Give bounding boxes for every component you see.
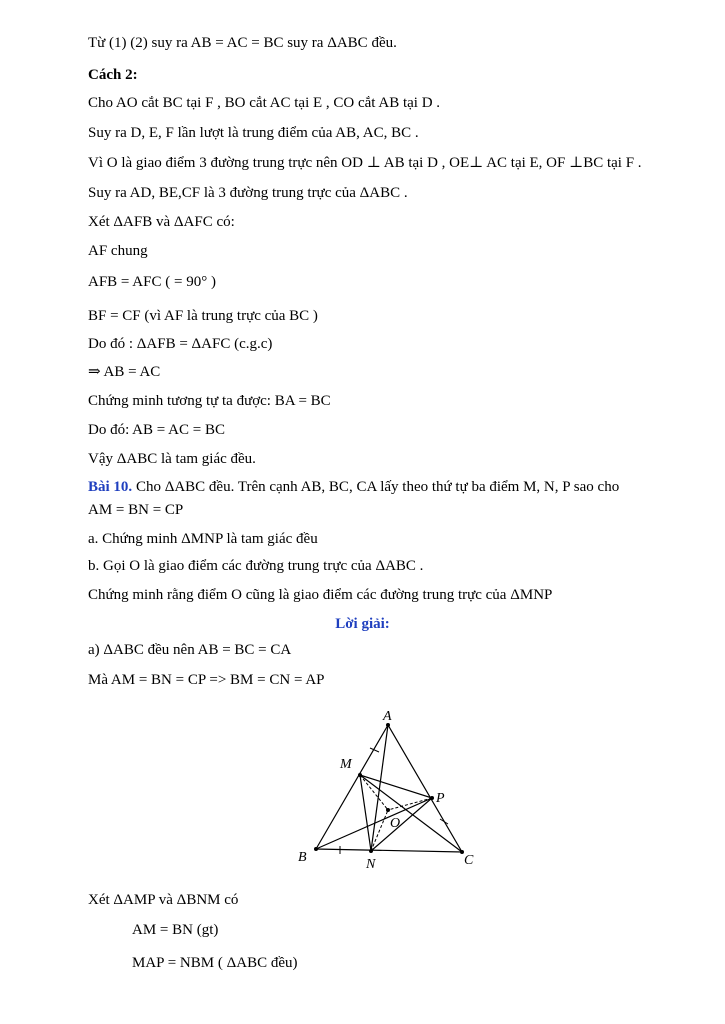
label-p: P: [436, 791, 445, 806]
text-line: AM = BN = CP: [88, 502, 184, 518]
label-b: B: [298, 850, 307, 865]
text-line: Suy ra D, E, F lần lượt là trung điểm của AB, AC, BC .: [88, 125, 419, 141]
label-m: M: [340, 757, 352, 772]
tick-cp: [440, 819, 448, 824]
label-n: N: [366, 857, 376, 872]
triangle-figure: [290, 700, 490, 875]
point-m: [358, 773, 362, 777]
exercise-number: Bài 10.: [88, 479, 133, 495]
exercise-text: Cho ΔABC đều. Trên cạnh AB, BC, CA lấy theo thứ tự ba điểm M, N, P sao cho: [132, 479, 620, 495]
segment-an: [371, 725, 388, 851]
text-line: a) ΔABC đều nên AB = BC = CA: [88, 642, 292, 658]
text-line: AF chung: [88, 243, 148, 259]
point-b: [314, 847, 318, 851]
segment-bp: [316, 798, 432, 849]
text-line: Mà AM = BN = CP => BM = CN = AP: [88, 672, 325, 688]
text-line: Chứng minh tương tự ta được: BA = BC: [88, 393, 331, 409]
triangle-mnp: [360, 775, 432, 851]
text-line: Xét ΔAFB và ΔAFC có:: [88, 214, 235, 230]
point-n: [369, 849, 373, 853]
text-line: Vì O là giao điểm 3 đường trung trực nên OD ⊥ AB tại D , OE⊥ AC tại E, OF ⊥BC tại F .: [88, 155, 642, 171]
text-line: a. Chứng minh ΔMNP là tam giác đều: [88, 531, 318, 547]
label-a: A: [383, 709, 392, 724]
point-o: [386, 808, 390, 812]
text-line: Suy ra AD, BE,CF là 3 đường trung trực của ΔABC .: [88, 185, 408, 201]
label-c: C: [464, 853, 474, 868]
text-line: Do đó: AB = AC = BC: [88, 422, 225, 438]
text-line: b. Gọi O là giao điểm các đường trung trực của ΔABC .: [88, 558, 424, 574]
label-o: O: [390, 816, 401, 831]
text-line: MAP = NBM ( ΔABC đều): [132, 955, 298, 971]
text-line: Xét ΔAMP và ΔBNM có: [88, 892, 239, 908]
text-line: AM = BN (gt): [132, 922, 219, 938]
text-line: Chứng minh rằng điểm O cũng là giao điểm các đường trung trực của ΔMNP: [88, 587, 553, 603]
solution-heading: Lời giải:: [335, 616, 390, 632]
triangle-abc: [316, 725, 462, 852]
text-line: ⇒ AB = AC: [88, 364, 161, 380]
point-p: [430, 796, 434, 800]
text-line: BF = CF (vì AF là trung trực của BC ): [88, 308, 318, 324]
text-line: Từ (1) (2) suy ra AB = AC = BC suy ra ΔABC đều.: [88, 35, 397, 51]
text-line: Cho AO cắt BC tại F , BO cắt AC tại E , CO cắt AB tại D .: [88, 95, 441, 111]
text-line: Do đó : ΔAFB = ΔAFC (c.g.c): [88, 336, 273, 352]
exercise-line: [88, 477, 619, 497]
text-line: AFB = AFC ( = 90° ): [88, 274, 216, 290]
text-line: Vậy ΔABC là tam giác đều.: [88, 451, 256, 467]
heading-cach-2: Cách 2:: [88, 67, 138, 83]
